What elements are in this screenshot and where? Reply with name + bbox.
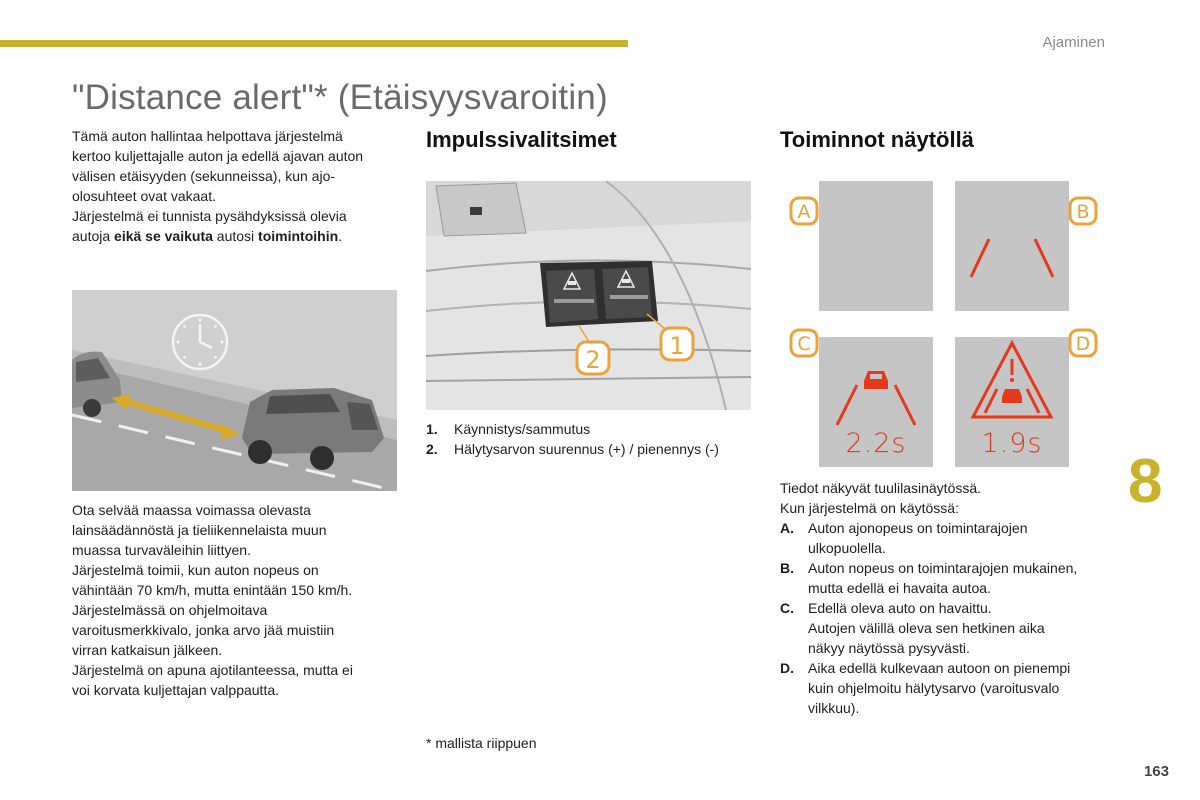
badge-d-icon bbox=[1068, 328, 1098, 358]
svg-text:A: A bbox=[797, 201, 811, 223]
hud-screen-c bbox=[819, 337, 933, 467]
switch-illustration bbox=[426, 181, 751, 410]
callout-2-label: 2 bbox=[585, 346, 601, 374]
legal-info-paragraph bbox=[72, 500, 402, 700]
intro-line: Tämä auton hallintaa helpottava järjestelmä bbox=[72, 128, 343, 144]
legend-item-c: C. Edellä oleva auto on havaittu. Autojen välillä oleva sen hetkinen aika näkyy näytössä pysyvästi. bbox=[780, 600, 1045, 656]
svg-text:B: B bbox=[1076, 201, 1090, 223]
intro-paragraph bbox=[72, 126, 402, 246]
footnote: * mallista riippuen bbox=[426, 735, 537, 751]
badge-c-icon bbox=[789, 328, 819, 358]
page-number: 163 bbox=[1143, 763, 1169, 780]
cars-distance-image bbox=[72, 290, 397, 491]
display-intro-line: Tiedot näkyvät tuulilasinäytössä. bbox=[780, 480, 982, 496]
legend-item: 1. Käynnistys/sammutus bbox=[426, 421, 591, 437]
intro-line: olosuhteet ovat vakaat. bbox=[72, 188, 216, 204]
distance-illustration bbox=[72, 290, 397, 491]
intro-line: välisen etäisyyden (sekunneissa), kun ajo- bbox=[72, 168, 336, 184]
display-legend bbox=[780, 478, 1120, 718]
chapter-number: 8 bbox=[1128, 447, 1163, 516]
legal-line: Järjestelmässä on ohjelmoitava bbox=[72, 602, 268, 618]
hud-screen-d bbox=[955, 337, 1069, 467]
legal-line: Ota selvää maassa voimassa olevasta bbox=[72, 502, 311, 518]
dashboard-switches-image bbox=[426, 181, 751, 410]
intro-line-emphasis: autoja eikä se vaikuta autosi toimintoihin. bbox=[72, 228, 343, 244]
hud-screen-a bbox=[819, 181, 933, 311]
section-heading-display: Toiminnot näytöllä bbox=[780, 127, 974, 152]
switch-legend bbox=[426, 419, 766, 459]
clock-icon bbox=[173, 315, 227, 369]
badge-a-icon bbox=[789, 196, 819, 226]
switch-block bbox=[540, 261, 658, 327]
page-title: "Distance alert"* (Etäisyysvaroitin) bbox=[72, 78, 608, 117]
legend-item-a: A. Auton ajonopeus on toimintarajojen ulkopuolella. bbox=[780, 520, 1028, 556]
legal-line: voi korvata kuljettajan valppautta. bbox=[72, 682, 280, 698]
legend-item-d: D. Aika edellä kulkevaan autoon on pienempi kuin ohjelmoitu hälytysarvo (varoitusvalo vilkkuu). bbox=[780, 660, 1071, 716]
section-label: Ajaminen bbox=[1042, 34, 1105, 51]
hud-time-value: 1.9s bbox=[981, 428, 1043, 459]
intro-line: kertoo kuljettajalle auton ja edellä ajavan auton bbox=[72, 148, 364, 164]
section-heading-switches: Impulssivalitsimet bbox=[426, 127, 617, 152]
legal-line: Järjestelmä on apuna ajotilanteessa, mutta ei bbox=[72, 662, 353, 678]
legal-line: Järjestelmä toimii, kun auton nopeus on bbox=[72, 562, 319, 578]
display-intro-line: Kun järjestelmä on käytössä: bbox=[780, 500, 959, 516]
intro-line: Järjestelmä ei tunnista pysähdyksissä olevia bbox=[72, 208, 347, 224]
lane-lines-icon bbox=[955, 181, 1069, 311]
legal-line: lainsäädännöstä ja tieliikennelaista muun bbox=[72, 522, 327, 538]
hud-screen-b bbox=[955, 181, 1069, 311]
legend-item: 2. Hälytysarvon suurennus (+) / pienennys (-) bbox=[426, 441, 719, 457]
header-accent-rule bbox=[0, 40, 628, 47]
legal-line: varoitusmerkkivalo, jonka arvo jää muistiin bbox=[72, 622, 335, 638]
legal-line: vähintään 70 km/h, mutta enintään 150 km/h. bbox=[72, 582, 353, 598]
svg-text:C: C bbox=[797, 333, 811, 355]
legal-line: virran katkaisun jälkeen. bbox=[72, 642, 223, 658]
legend-item-b: B. Auton nopeus on toimintarajojen mukainen, mutta edellä ei havaita autoa. bbox=[780, 560, 1078, 596]
svg-text:D: D bbox=[1075, 333, 1091, 355]
callout-1-label: 1 bbox=[669, 332, 685, 360]
legal-line: muassa turvaväleihin liittyen. bbox=[72, 542, 251, 558]
hud-time-value: 2.2s bbox=[845, 428, 907, 459]
badge-b-icon bbox=[1068, 196, 1098, 226]
